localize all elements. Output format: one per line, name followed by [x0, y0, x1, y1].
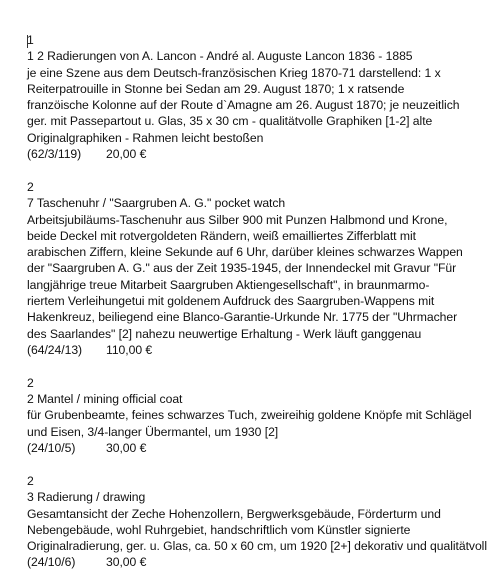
lot-entry: [27, 473, 497, 571]
lot-description-line: Gesamtansicht der Zeche Hohenzollern, Bergwerksgebäude, Förderturm und: [27, 506, 441, 521]
lot-title: 3 Radierung / drawing: [27, 490, 146, 505]
lot-description-line: Originalradierung, ger. u. Glas, ca. 50 x 60 cm, um 1920 [2+] dekorativ und qualitätvoll: [27, 539, 487, 554]
lot-description-line: beide Deckel mit rotvergoldeten Rändern, weiß emailliertes Zifferblatt mit: [27, 228, 416, 243]
lot-description-line: langjährige treue Mitarbeit Saargruben Aktiengesellschaft", in braunmarmo-: [27, 277, 430, 292]
lot-price: 20,00 €: [106, 147, 147, 162]
lot-reference: (24/10/6): [27, 555, 76, 570]
lot-description-line: der "Saargruben A. G." aus der Zeit 1935-1945, der Innendeckel mit Gravur "Für: [27, 261, 457, 276]
lot-description-line: Originalgraphiken - Rahmen leicht bestoßen: [27, 130, 264, 145]
document-body[interactable]: [27, 32, 497, 587]
lot-title: 7 Taschenuhr / "Saargruben A. G." pocket watch: [27, 196, 286, 211]
lot-reference: (64/24/13): [27, 342, 83, 357]
lot-price: 30,00 €: [106, 555, 147, 570]
lot-number: 2: [27, 375, 34, 390]
lot-description-line: Hakenkreuz, beiliegend eine Blanco-Garantie-Urkunde Nr. 1775 der "Uhrmacher: [27, 310, 458, 325]
lot-price: 110,00 €: [106, 342, 153, 357]
lot-entry: [27, 375, 497, 456]
lot-reference-line: [27, 440, 497, 456]
lot-description-line: Arbeitsjubiläums-Taschenuhr aus Silber 900 mit Punzen Halbmond und Krone,: [27, 212, 448, 227]
lot-reference-line: [27, 146, 497, 162]
lot-number: 1: [27, 33, 34, 47]
lot-description-line: Nebengebäude, wohl Ruhrgebiet, handschriftlich vom Künstler signierte: [27, 522, 411, 537]
lot-title: 2 Mantel / mining official coat: [27, 392, 183, 407]
lot-reference-line: [27, 342, 497, 358]
lot-description-line: arabischen Ziffern, kleine Sekunde auf 6 Uhr, darüber kleines schwarzes Wappen: [27, 245, 463, 260]
lot-number: 2: [27, 473, 34, 488]
lot-title: 1 2 Radierungen von A. Lancon - André al. Auguste Lancon 1836 - 1885: [27, 49, 413, 64]
lot-description-line: franzöische Kolonne auf der Route d`Amagne am 26. August 1870; je neuzeitlich: [27, 98, 460, 113]
lot-description-line: Reiterpatrouille in Stonne bei Sedan am 29. August 1870; 1 x ratsende: [27, 81, 405, 96]
lot-entry: [27, 32, 497, 162]
lot-reference: (62/3/119): [27, 147, 82, 162]
lot-description-line: für Grubenbeamte, feines schwarzes Tuch, zweireihig goldene Knöpfe mit Schlägel: [27, 408, 472, 423]
lot-reference-line: [27, 554, 497, 570]
lot-number: 2: [27, 179, 34, 194]
lot-description-line: ger. mit Passepartout u. Glas, 35 x 30 cm - qualitätvolle Graphiken [1-2] alte: [27, 114, 433, 129]
lot-entry: [27, 179, 497, 358]
lot-description-line: je eine Szene aus dem Deutsch-französischen Krieg 1870-71 darstellend: 1 x: [27, 65, 441, 80]
lot-price: 30,00 €: [106, 441, 147, 456]
lot-description-line: und Eisen, 3/4-langer Übermantel, um 1930 [2]: [27, 424, 279, 439]
lot-description-line: riertem Verleihungetui mit goldenem Aufdruck des Saargruben-Wappens mit: [27, 294, 435, 309]
lot-description-line: des Saarlandes" [2] nahezu neuwertige Erhaltung - Werk läuft ganggenau: [27, 326, 422, 341]
lot-reference: (24/10/5): [27, 441, 76, 456]
